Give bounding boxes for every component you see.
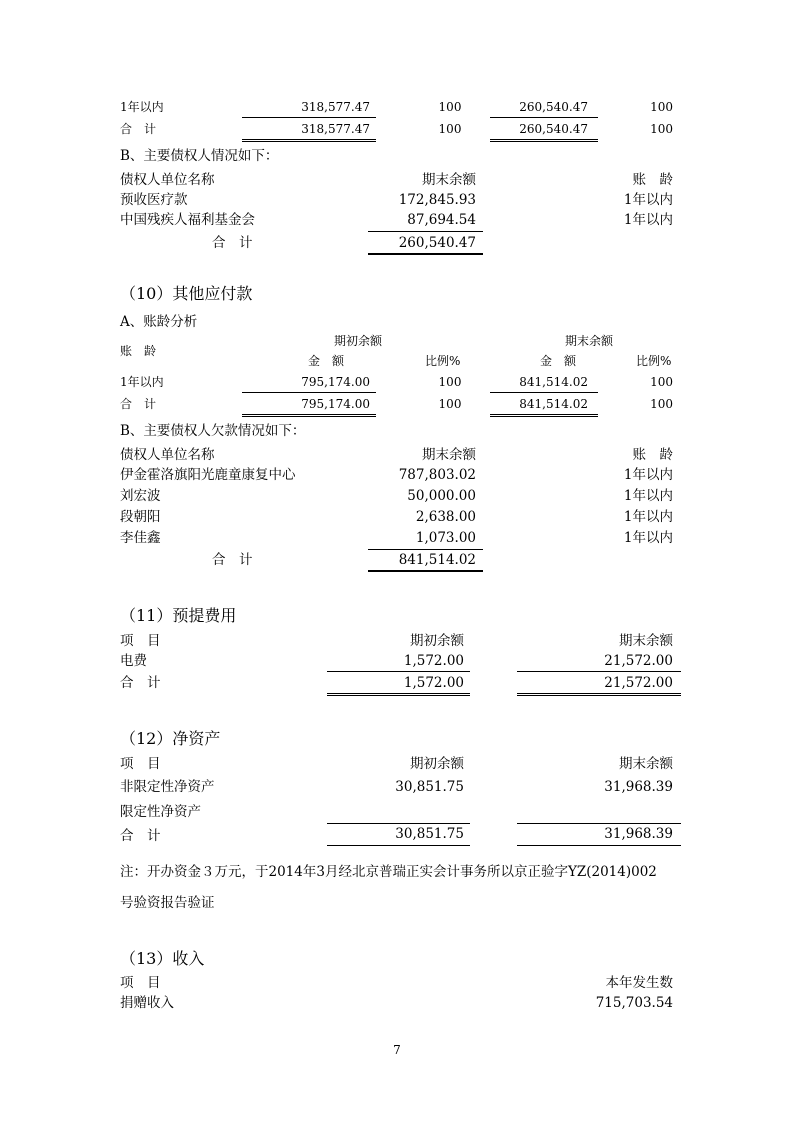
header-balance: 期末余额 <box>422 447 476 463</box>
header-age: 账 龄 <box>632 172 673 188</box>
header-amount: 本年发生数 <box>605 975 673 991</box>
double-underline <box>327 693 470 696</box>
header-name: 债权人单位名称 <box>120 172 215 188</box>
open-amount: 1,572.00 <box>403 653 464 669</box>
table-title: B、主要债权人情况如下： <box>120 148 279 164</box>
open-amount: 1,572.00 <box>403 675 464 691</box>
open-amount: 30,851.75 <box>395 826 464 842</box>
total-label: 合 计 <box>120 122 157 136</box>
close-amount: 31,968.39 <box>604 779 673 795</box>
open-percent: 100 <box>438 122 462 136</box>
total-label: 合 计 <box>120 675 161 691</box>
header-balance: 期末余额 <box>422 172 476 188</box>
bottom-rule <box>327 845 470 846</box>
creditor-name: 李佳鑫 <box>120 530 161 546</box>
creditor-age: 1年以内 <box>623 530 673 546</box>
header-percent: 比例% <box>636 354 672 368</box>
creditor-age: 1年以内 <box>623 212 673 228</box>
creditor-age: 1年以内 <box>623 509 673 525</box>
divider <box>368 549 483 550</box>
creditor-name: 段朝阳 <box>120 509 161 525</box>
bottom-rule <box>517 845 681 846</box>
total-label: 合 计 <box>212 235 253 251</box>
creditor-balance: 172,845.93 <box>398 192 476 208</box>
open-percent: 100 <box>438 100 462 114</box>
header-name: 债权人单位名称 <box>120 447 215 463</box>
total-label: 合 计 <box>212 552 253 568</box>
open-amount: 795,174.00 <box>301 375 370 389</box>
header-amount: 金 额 <box>308 354 345 368</box>
double-underline <box>517 693 681 696</box>
open-amount: 30,851.75 <box>395 779 464 795</box>
row-label: 1年以内 <box>120 100 164 114</box>
divider <box>242 392 376 393</box>
open-amount: 795,174.00 <box>301 397 370 411</box>
divider <box>327 671 470 672</box>
double-underline <box>242 139 376 142</box>
note-text: 号验资报告验证 <box>120 895 215 911</box>
creditor-age: 1年以内 <box>623 467 673 483</box>
close-percent: 100 <box>650 375 673 389</box>
row-item: 非限定性净资产 <box>120 779 215 795</box>
header-open: 期初余额 <box>410 633 464 649</box>
open-amount: 318,577.47 <box>301 100 370 114</box>
header-age: 账 龄 <box>120 344 157 358</box>
creditor-balance: 1,073.00 <box>415 530 476 546</box>
row-amount: 715,703.54 <box>595 995 673 1011</box>
row-label: 1年以内 <box>120 375 164 389</box>
header-item: 项 目 <box>120 633 161 649</box>
close-amount: 31,968.39 <box>604 826 673 842</box>
creditor-balance: 87,694.54 <box>407 212 476 228</box>
open-amount: 318,577.47 <box>301 122 370 136</box>
row-item: 电费 <box>120 653 147 669</box>
creditor-balance: 2,638.00 <box>415 509 476 525</box>
header-percent: 比例% <box>425 354 461 368</box>
close-amount: 841,514.02 <box>519 397 588 411</box>
creditor-name: 刘宏波 <box>120 488 161 504</box>
close-amount: 260,540.47 <box>519 100 588 114</box>
creditor-balance: 787,803.02 <box>398 467 476 483</box>
open-percent: 100 <box>438 375 462 389</box>
creditor-name: 预收医疗款 <box>120 192 188 208</box>
divider <box>242 117 376 118</box>
bottom-rule <box>368 253 483 255</box>
double-underline <box>490 139 598 142</box>
double-underline <box>490 414 598 417</box>
header-item: 项 目 <box>120 975 161 991</box>
header-age: 账 龄 <box>632 447 673 463</box>
row-item: 限定性净资产 <box>120 804 201 820</box>
creditor-balance: 50,000.00 <box>407 488 476 504</box>
close-amount: 21,572.00 <box>604 675 673 691</box>
header-close: 期末余额 <box>619 756 673 772</box>
open-percent: 100 <box>438 397 462 411</box>
total-label: 合 计 <box>120 397 157 411</box>
divider <box>490 392 598 393</box>
close-percent: 100 <box>650 122 673 136</box>
total-amount: 841,514.02 <box>398 552 476 568</box>
divider <box>490 117 598 118</box>
total-amount: 260,540.47 <box>398 235 476 251</box>
close-amount: 260,540.47 <box>519 122 588 136</box>
header-open: 期初余额 <box>410 756 464 772</box>
divider <box>517 671 681 672</box>
section-title: （10）其他应付款 <box>120 284 253 303</box>
section-title: （12）净资产 <box>120 729 221 748</box>
close-percent: 100 <box>650 397 673 411</box>
divider <box>327 823 470 824</box>
creditor-age: 1年以内 <box>623 192 673 208</box>
total-label: 合 计 <box>120 828 161 844</box>
header-close: 期末余额 <box>619 633 673 649</box>
table-title: A、账龄分析 <box>120 314 198 330</box>
divider <box>368 231 483 232</box>
bottom-rule <box>368 570 483 572</box>
note-text: 注：开办资金３万元，于2014年3月经北京普瑞正实会计事务所以京正验字YZ(2014)002 <box>120 864 657 880</box>
creditor-name: 中国残疾人福利基金会 <box>120 212 255 228</box>
divider <box>517 823 681 824</box>
close-amount: 841,514.02 <box>519 375 588 389</box>
page-number: 7 <box>393 1043 401 1057</box>
header-amount: 金 额 <box>540 354 577 368</box>
close-percent: 100 <box>650 100 673 114</box>
header-open: 期初余额 <box>334 334 383 348</box>
section-title: （11）预提费用 <box>120 606 237 625</box>
section-title: （13）收入 <box>120 949 205 968</box>
creditor-age: 1年以内 <box>623 488 673 504</box>
double-underline <box>242 414 376 417</box>
row-item: 捐赠收入 <box>120 995 174 1011</box>
table-title: B、主要债权人欠款情况如下： <box>120 423 306 439</box>
close-amount: 21,572.00 <box>604 653 673 669</box>
header-item: 项 目 <box>120 756 161 772</box>
header-close: 期末余额 <box>565 334 614 348</box>
creditor-name: 伊金霍洛旗阳光鹿童康复中心 <box>120 467 296 483</box>
